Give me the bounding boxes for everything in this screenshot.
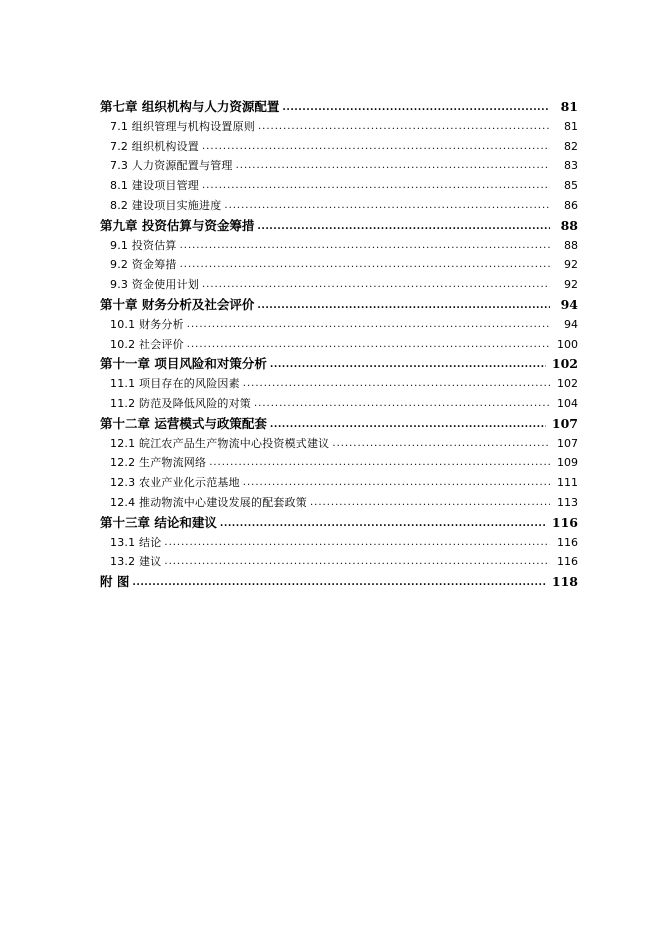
toc-entry-page: 82 (564, 139, 578, 153)
toc-entry-title: 附 图 (100, 574, 130, 590)
toc-entry-title: 10.1 财务分析 (110, 317, 184, 331)
toc-dot-leader (164, 552, 550, 572)
toc-entry-title: 第十章 财务分析及社会评价 (100, 296, 255, 312)
toc-dot-leader (258, 117, 550, 137)
toc-section-7-3[interactable] (100, 156, 578, 176)
toc-section-7-2[interactable] (100, 137, 578, 157)
toc-chapter-9[interactable] (100, 216, 578, 236)
toc-entry-title: 第七章 组织机构与人力资源配置 (100, 99, 280, 114)
toc-entry-title: 7.3 人力资源配置与管理 (110, 159, 233, 173)
toc-dot-leader (243, 374, 550, 394)
toc-entry-page: 85 (564, 179, 578, 193)
toc-section-10-1[interactable] (100, 315, 578, 335)
toc-entry-page: 81 (560, 99, 578, 114)
toc-entry-page: 81 (564, 119, 578, 133)
toc-dot-leader (257, 296, 550, 316)
toc-entry-page: 109 (557, 456, 578, 470)
toc-entry-page: 94 (560, 296, 578, 312)
toc-dot-leader (310, 493, 550, 513)
toc-entry-page: 83 (564, 159, 578, 173)
toc-section-11-2[interactable] (100, 394, 578, 414)
toc-entry-title: 7.2 组织机构设置 (110, 139, 199, 153)
table-of-contents (100, 97, 578, 592)
toc-section-8-1[interactable] (100, 176, 578, 196)
toc-entry-title: 11.2 防范及降低风险的对策 (110, 396, 251, 410)
toc-dot-leader (164, 533, 550, 553)
toc-section-12-3[interactable] (100, 473, 578, 493)
toc-dot-leader (180, 255, 550, 275)
toc-dot-leader (202, 137, 550, 157)
toc-dot-leader (132, 573, 546, 593)
toc-entry-title: 10.2 社会评价 (110, 337, 184, 351)
toc-entry-title: 8.2 建设项目实施进度 (110, 198, 222, 212)
toc-dot-leader (282, 98, 550, 118)
toc-entry-page: 102 (551, 356, 578, 372)
toc-chapter-11[interactable] (100, 354, 578, 374)
toc-entry-title: 12.4 推动物流中心建设发展的配套政策 (110, 495, 307, 509)
toc-entry-title: 13.1 结论 (110, 535, 162, 549)
toc-entry-title: 第十二章 运营模式与政策配套 (100, 415, 267, 431)
toc-dot-leader (257, 217, 550, 237)
toc-entry-title: 第十一章 项目风险和对策分析 (100, 356, 267, 372)
toc-entry-page: 102 (557, 377, 578, 391)
toc-entry-title: 11.1 项目存在的风险因素 (110, 377, 240, 391)
toc-dot-leader (180, 236, 550, 256)
toc-entry-title: 9.2 资金筹措 (110, 258, 177, 272)
toc-entry-title: 12.2 生产物流网络 (110, 456, 207, 470)
toc-entry-page: 116 (557, 535, 578, 549)
toc-section-11-1[interactable] (100, 374, 578, 394)
toc-section-12-4[interactable] (100, 493, 578, 513)
toc-dot-leader (202, 176, 550, 196)
toc-entry-page: 92 (564, 258, 578, 272)
toc-appendix-figures[interactable] (100, 572, 578, 592)
toc-entry-page: 104 (557, 396, 578, 410)
toc-section-9-3[interactable] (100, 275, 578, 295)
toc-dot-leader (254, 394, 550, 414)
toc-section-9-1[interactable] (100, 236, 578, 256)
toc-entry-title: 7.1 组织管理与机构设置原则 (110, 119, 255, 133)
toc-entry-page: 116 (551, 514, 578, 530)
toc-section-13-1[interactable] (100, 533, 578, 553)
toc-entry-page: 113 (557, 495, 578, 509)
toc-dot-leader (243, 473, 550, 493)
toc-entry-page: 107 (551, 415, 578, 431)
toc-dot-leader (224, 196, 550, 216)
toc-chapter-10[interactable] (100, 295, 578, 315)
toc-dot-leader (236, 156, 550, 176)
toc-dot-leader (332, 434, 550, 454)
toc-entry-title: 9.1 投资估算 (110, 238, 177, 252)
toc-entry-page: 88 (560, 217, 578, 233)
toc-section-7-1[interactable] (100, 117, 578, 137)
toc-chapter-13[interactable] (100, 513, 578, 533)
toc-chapter-12[interactable] (100, 414, 578, 434)
toc-entry-title: 9.3 资金使用计划 (110, 278, 199, 292)
toc-dot-leader (209, 453, 550, 473)
toc-section-12-2[interactable] (100, 453, 578, 473)
toc-entry-page: 111 (557, 476, 578, 490)
toc-entry-title: 13.2 建议 (110, 555, 162, 569)
toc-section-9-2[interactable] (100, 255, 578, 275)
toc-entry-title: 12.1 皖江农产品生产物流中心投资模式建议 (110, 436, 330, 450)
toc-entry-title: 第九章 投资估算与资金筹措 (100, 217, 255, 233)
toc-section-10-2[interactable] (100, 335, 578, 355)
toc-entry-page: 88 (564, 238, 578, 252)
toc-dot-leader (187, 335, 550, 355)
toc-dot-leader (187, 315, 550, 335)
toc-entry-title: 12.3 农业产业化示范基地 (110, 476, 240, 490)
toc-dot-leader (220, 514, 546, 534)
toc-entry-page: 86 (564, 198, 578, 212)
toc-entry-page: 116 (557, 555, 578, 569)
toc-entry-page: 107 (557, 436, 578, 450)
toc-section-13-2[interactable] (100, 552, 578, 572)
toc-dot-leader (270, 415, 546, 435)
toc-dot-leader (270, 355, 546, 375)
toc-entry-title: 8.1 建设项目管理 (110, 179, 199, 193)
toc-entry-page: 94 (564, 317, 578, 331)
toc-entry-page: 100 (557, 337, 578, 351)
toc-entry-page: 118 (551, 574, 578, 590)
toc-section-8-2[interactable] (100, 196, 578, 216)
toc-section-12-1[interactable] (100, 434, 578, 454)
toc-dot-leader (202, 275, 550, 295)
toc-entry-page: 92 (564, 278, 578, 292)
toc-chapter-7[interactable] (100, 97, 578, 117)
toc-entry-title: 第十三章 结论和建议 (100, 514, 217, 530)
